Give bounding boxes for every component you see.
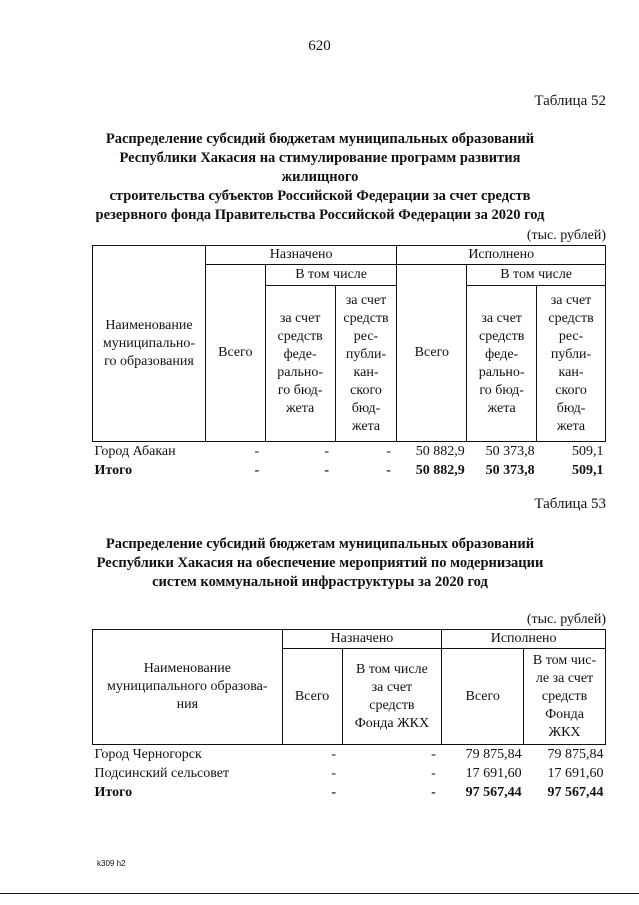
- table-row: Город Абакан - - - 50 882,9 50 373,8 509,1: [94, 444, 604, 459]
- header-executed-fund: В том чис- ле за счет средств Фонда ЖКХ: [524, 649, 606, 745]
- header-assigned-total: Всего: [282, 649, 342, 745]
- header-executed: Исполнено: [397, 246, 606, 265]
- table-52-units: (тыс. рублей): [526, 228, 606, 243]
- header-assigned-total: Всего: [205, 265, 265, 442]
- header-assigned-incl: В том числе: [265, 265, 397, 286]
- table-row-total: Итого - - - 50 882,9 50 373,8 509,1: [94, 463, 604, 478]
- footer-code: k309 h2: [97, 859, 126, 868]
- footer-divider: [0, 893, 639, 894]
- table-53-units: (тыс. рублей): [526, 612, 606, 627]
- table-53-title: Распределение субсидий бюджетам муниципальных образований Республики Хакасия на обеспечение мероприятий по модернизации систем коммунальной инфраструктуры за 2020 год: [96, 536, 544, 590]
- header-executed-federal: за счет средств феде- рально- го бюд- жета: [467, 286, 537, 442]
- header-assigned-federal: за счет средств феде- рально- го бюд- жета: [265, 286, 335, 442]
- header-assigned-republic: за счет средств рес- публи- кан- ского бюд- жета: [335, 286, 397, 442]
- header-executed: Исполнено: [442, 630, 606, 649]
- header-executed-total: Всего: [442, 649, 524, 745]
- header-name: Наименование муниципального образова- ния: [93, 630, 283, 745]
- table-row: Город Черногорск - - 79 875,84 79 875,84: [94, 747, 604, 762]
- table-53: [92, 629, 606, 802]
- header-assigned: Назначено: [205, 246, 397, 265]
- page-number: 620: [308, 38, 331, 54]
- header-assigned-fund: В том числе за счет средств Фонда ЖКХ: [342, 649, 442, 745]
- header-assigned: Назначено: [282, 630, 442, 649]
- header-name: Наименование муниципально- го образования: [93, 246, 206, 442]
- table-52: [92, 245, 606, 480]
- table-52-title: Распределение субсидий бюджетам муниципальных образований Республики Хакасия на стимулирование программ развития жилищного строительства субъектов Российской Федерации за счет средств резервного фонда Правительства Российской Федерации за 2020 год: [95, 131, 545, 223]
- header-executed-republic: за счет средств рес- публи- кан- ского бюд- жета: [537, 286, 606, 442]
- header-executed-total: Всего: [397, 265, 467, 442]
- table-53-label: Таблица 53: [534, 496, 606, 512]
- table-52-label: Таблица 52: [534, 93, 606, 109]
- table-row: Подсинский сельсовет - - 17 691,60 17 691,60: [94, 766, 604, 781]
- table-row-total: Итого - - 97 567,44 97 567,44: [94, 785, 604, 800]
- header-executed-incl: В том числе: [467, 265, 606, 286]
